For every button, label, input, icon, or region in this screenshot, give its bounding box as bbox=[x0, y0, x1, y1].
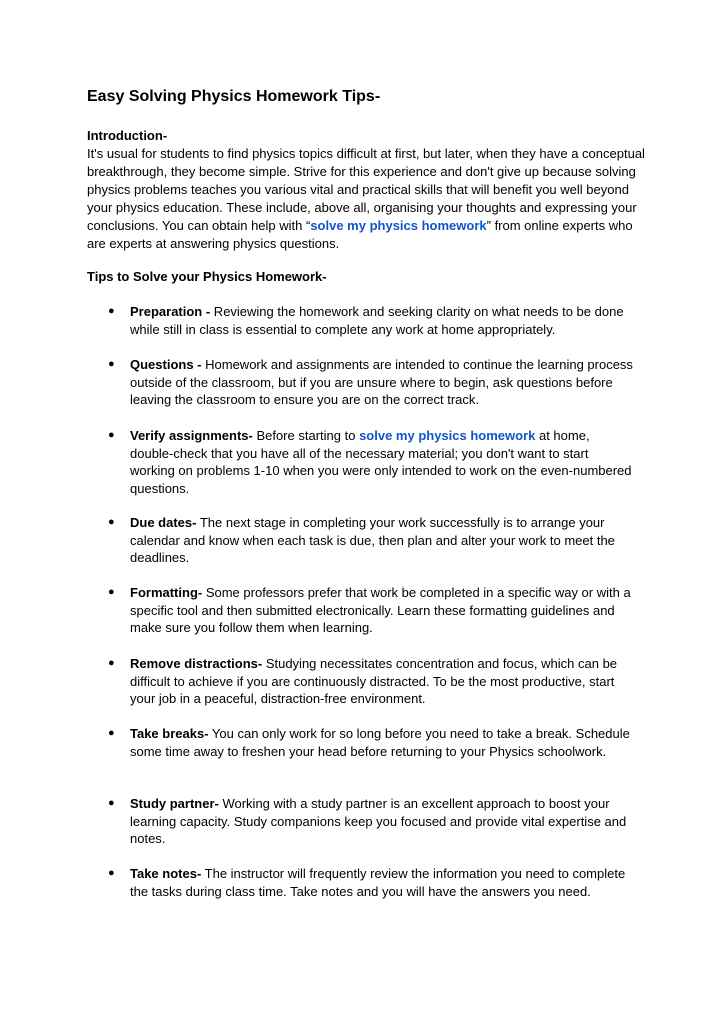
tip-text bbox=[130, 865, 635, 900]
solve-physics-homework-link[interactable]: solve my physics homework bbox=[310, 218, 487, 233]
tip-text bbox=[130, 725, 635, 760]
tip-text bbox=[130, 356, 635, 409]
tip-text bbox=[130, 303, 635, 338]
bullet-icon: ● bbox=[108, 797, 115, 809]
tip-description: The next stage in completing your work successfully is to arrange your calendar and know when each task is due, then plan and alter your work to meet the deadlines. bbox=[130, 515, 615, 566]
introduction-text-start: It's usual for students to find physics topics difficult at first, but later, when they have a conceptual breakthrough, they become simple. Strive for this experience and don't give up because solving physics problems teaches you various vital and practical skills that will benefit you well beyond your physics education. These include, above all, organising your thoughts and expressing your conclusions. You can obtain help with “ bbox=[87, 146, 645, 233]
bullet-icon: ● bbox=[108, 429, 115, 441]
introduction-text-end: ” from online experts who are experts at answering physics questions. bbox=[87, 218, 633, 251]
tip-term: Study partner- bbox=[130, 796, 219, 811]
tip-term: Verify assignments- bbox=[130, 428, 253, 443]
bullet-icon: ● bbox=[108, 305, 115, 317]
bullet-icon: ● bbox=[108, 657, 115, 669]
tip-description: Homework and assignments are intended to continue the learning process outside of the classroom, but if you are unsure where to begin, ask questions before leaving the classroom to ensure you are on the correct track. bbox=[130, 357, 633, 408]
bullet-icon: ● bbox=[108, 727, 115, 739]
tip-text bbox=[130, 427, 635, 498]
tip-term: Preparation - bbox=[130, 304, 211, 319]
introduction-paragraph bbox=[87, 145, 647, 253]
tip-text bbox=[130, 514, 635, 567]
bullet-icon: ● bbox=[108, 867, 115, 879]
bullet-icon: ● bbox=[108, 516, 115, 528]
introduction-heading: Introduction- bbox=[87, 128, 168, 143]
tip-term: Take notes- bbox=[130, 866, 202, 881]
bullet-icon: ● bbox=[108, 586, 115, 598]
tip-text bbox=[130, 584, 635, 637]
tip-term: Due dates- bbox=[130, 515, 197, 530]
tip-description: Studying necessitates concentration and focus, which can be difficult to achieve if you are continuously distracted. To be the most productive, start your job in a peaceful, distraction-free environment. bbox=[130, 656, 618, 707]
tip-description: Some professors prefer that work be completed in a specific way or with a specific tool and then submitted electronically. Learn these formatting guidelines and make sure you follow them when learning. bbox=[130, 585, 631, 636]
bullet-icon: ● bbox=[108, 358, 115, 370]
tip-text bbox=[130, 795, 635, 848]
tip-description: You can only work for so long before you need to take a break. Schedule some time away to freshen your head before returning to your Physics schoolwork. bbox=[130, 726, 630, 759]
solve-physics-homework-link[interactable]: solve my physics homework bbox=[359, 428, 536, 443]
tip-text bbox=[130, 655, 635, 708]
tip-term: Formatting- bbox=[130, 585, 203, 600]
tip-description-end: at home, double-check that you have all of the necessary material; you don't want to start working on problems 1-10 when you were only intended to work on the even-numbered questions. bbox=[130, 428, 632, 497]
tip-term: Remove distractions- bbox=[130, 656, 263, 671]
document-title: Easy Solving Physics Homework Tips- bbox=[87, 88, 381, 105]
tip-description-start: Before starting to bbox=[252, 428, 360, 443]
tip-term: Questions - bbox=[130, 357, 202, 372]
tip-description: The instructor will frequently review the information you need to complete the tasks during class time. Take notes and you will have the answers you need. bbox=[130, 866, 626, 899]
tip-description: Working with a study partner is an excellent approach to boost your learning capacity. Study companions keep you focused and provide vital expertise and notes. bbox=[130, 796, 627, 847]
tip-description: Reviewing the homework and seeking clarity on what needs to be done while still in class is essential to complete any work at home appropriately. bbox=[130, 304, 624, 337]
tip-term: Take breaks- bbox=[130, 726, 209, 741]
tips-heading: Tips to Solve your Physics Homework- bbox=[87, 269, 327, 284]
